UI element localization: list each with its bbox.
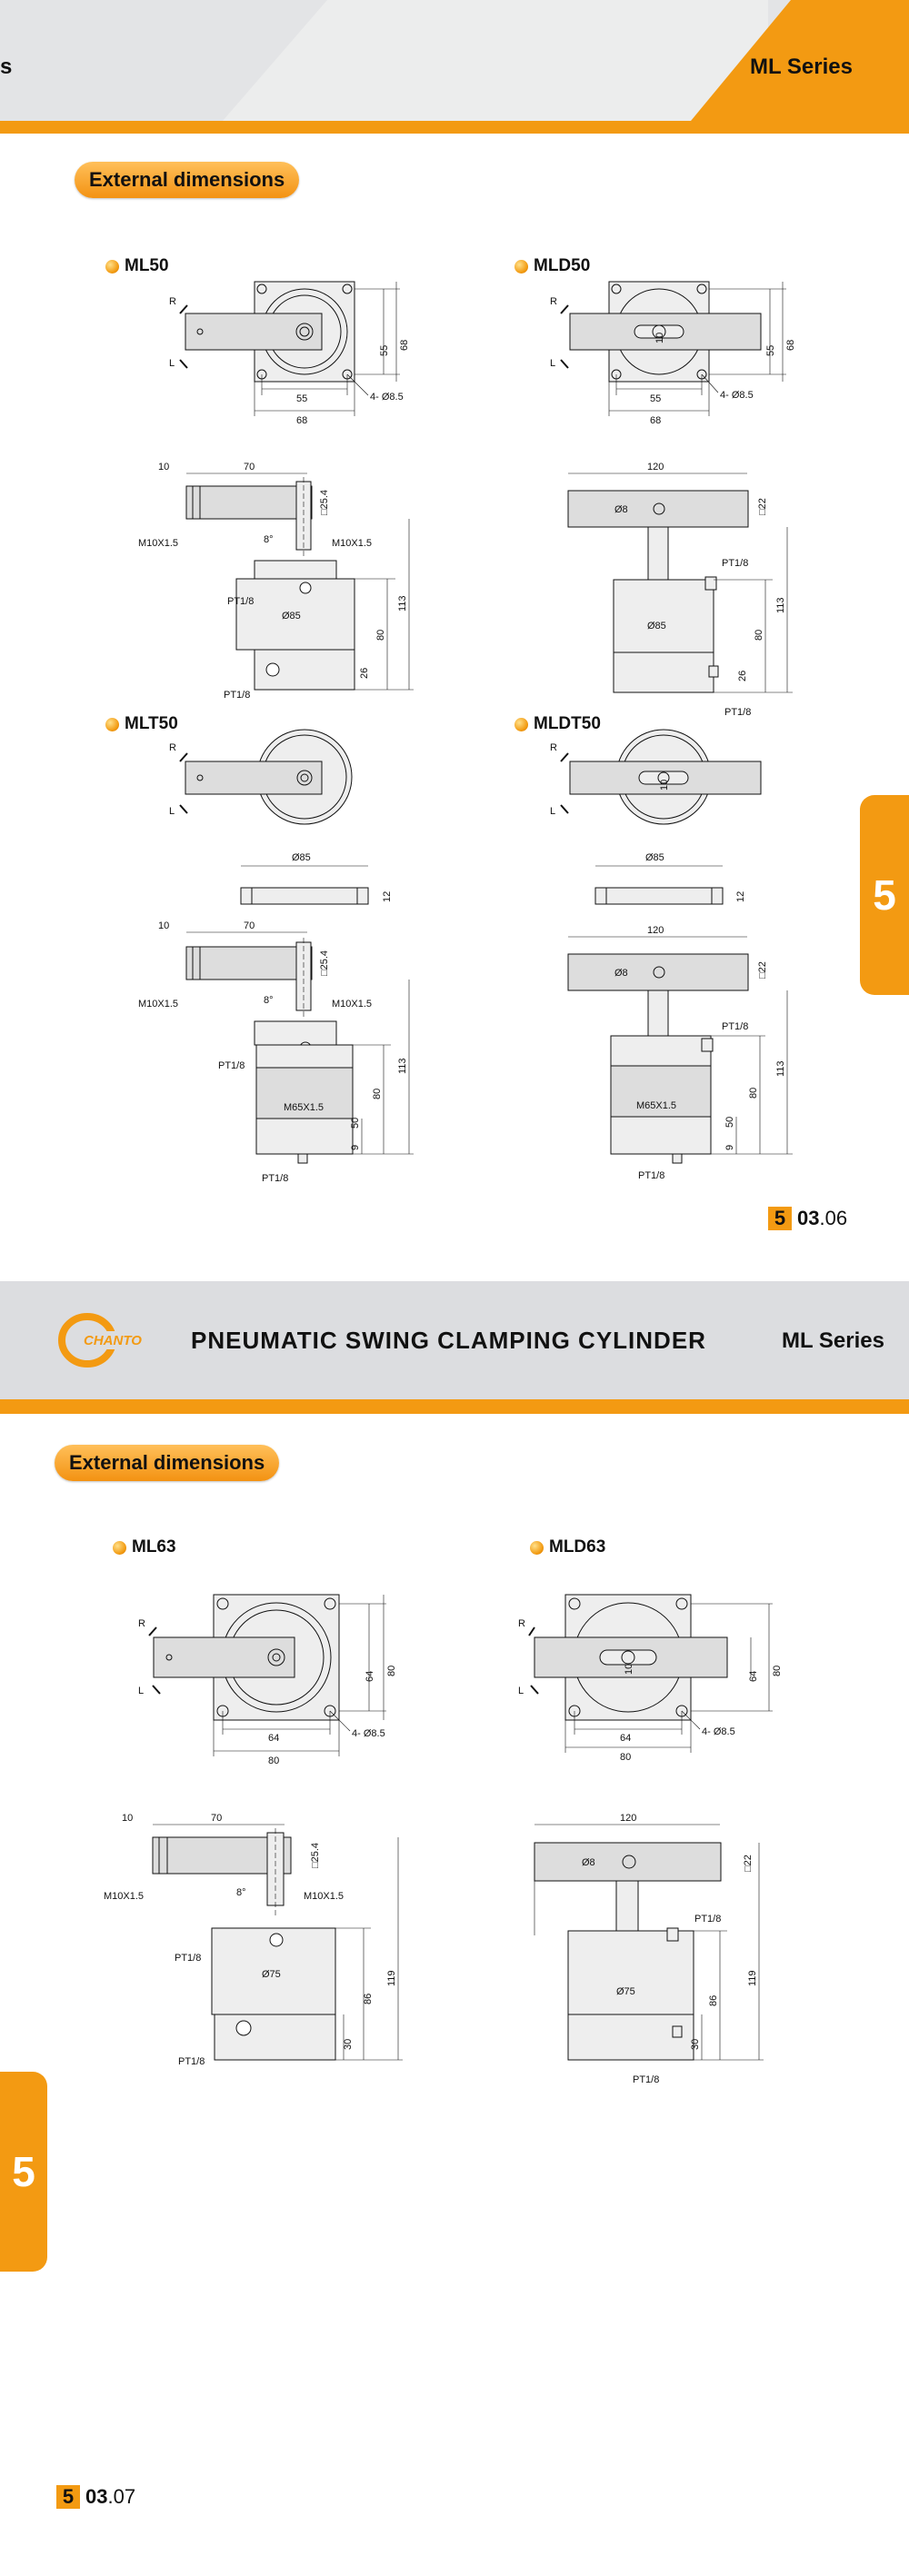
- dim-label: Ø75: [262, 1969, 281, 1980]
- mld50-top-view: [550, 273, 823, 432]
- dim-label: 80: [748, 1087, 759, 1099]
- ml63-top-view: [138, 1586, 418, 1767]
- document-title: PNEUMATIC SWING CLAMPING CYLINDER: [191, 1327, 706, 1354]
- dim-label: M10X1.5: [138, 538, 179, 549]
- dim-label: Ø8: [614, 504, 628, 515]
- dim-label: PT1/8: [724, 707, 752, 718]
- dim-label: 80: [268, 1755, 280, 1766]
- dim-label: 55: [296, 393, 308, 404]
- dim-label: □25.4: [319, 489, 330, 515]
- dim-label: 113: [775, 1060, 786, 1077]
- model-label: [113, 1537, 176, 1557]
- dim-label: M10X1.5: [104, 1891, 145, 1902]
- mlt50-flange-view: [232, 850, 414, 913]
- dim-label: 12: [735, 890, 746, 902]
- dim-label: 68: [296, 415, 308, 426]
- dim-label: 50: [724, 1116, 735, 1128]
- ml50-top-view: [169, 273, 436, 432]
- dim-label: 10: [122, 1813, 134, 1824]
- dim-label: 4- Ø8.5: [720, 390, 754, 401]
- dim-label: 120: [647, 462, 664, 472]
- bullet-icon: [105, 260, 119, 274]
- ml63-side-view: [98, 1808, 425, 2081]
- chapter-side-tab: 5: [860, 795, 909, 995]
- dim-label: 30: [343, 2038, 354, 2050]
- page-chapter-box: 5: [768, 1207, 792, 1230]
- header-light-band: [223, 0, 768, 121]
- dim-label: L: [169, 806, 175, 817]
- dim-label: L: [550, 358, 556, 369]
- dim-label: 80: [372, 1088, 383, 1099]
- dim-label: R: [169, 296, 176, 307]
- dim-label: PT1/8: [218, 1060, 245, 1071]
- dim-label: PT1/8: [224, 690, 251, 701]
- model-label: [105, 714, 178, 734]
- dim-label: Ø8: [614, 968, 628, 979]
- page-number-2: [56, 2485, 135, 2509]
- bullet-icon: [530, 1541, 544, 1555]
- dim-label: 80: [620, 1752, 632, 1763]
- mldt50-flange-view: [591, 850, 773, 913]
- bullet-icon: [105, 718, 119, 731]
- dim-label: 80: [772, 1665, 783, 1676]
- dim-label: 10: [659, 779, 670, 791]
- dim-label: PT1/8: [633, 2074, 660, 2085]
- dim-label: 9: [350, 1144, 361, 1150]
- dim-label: PT1/8: [175, 1953, 202, 1964]
- dim-label: M10X1.5: [138, 999, 179, 1010]
- dim-label: Ø8: [582, 1857, 595, 1868]
- dim-label: PT1/8: [722, 1021, 749, 1032]
- dim-label: PT1/8: [694, 1914, 722, 1925]
- dim-label: 113: [397, 1058, 408, 1074]
- dim-label: 80: [386, 1665, 397, 1676]
- bullet-icon: [514, 260, 528, 274]
- top-header: [0, 0, 909, 121]
- dim-label: 10: [654, 332, 665, 343]
- mlt50-side-view: [136, 918, 427, 1186]
- dim-label: 68: [785, 339, 796, 351]
- dim-label: □25.4: [319, 950, 330, 976]
- model-ml50: ML50: [125, 256, 169, 275]
- dim-label: 64: [268, 1733, 280, 1744]
- dim-label: R: [550, 742, 557, 753]
- dim-label: L: [518, 1686, 524, 1696]
- dim-label: 64: [620, 1733, 632, 1744]
- dim-label: 26: [359, 667, 370, 679]
- dim-label: 55: [650, 393, 662, 404]
- dim-label: 50: [350, 1117, 361, 1129]
- dim-label: 64: [365, 1670, 375, 1682]
- dim-label: 86: [363, 1993, 374, 2004]
- model-ml63: ML63: [132, 1537, 176, 1557]
- chanto-logo: [56, 1313, 175, 1368]
- dim-label: 68: [650, 415, 662, 426]
- dim-label: □25.4: [310, 1842, 321, 1868]
- logo-text: CHANTO: [84, 1333, 142, 1348]
- bullet-icon: [113, 1541, 126, 1555]
- header-left-fragment: s: [0, 55, 13, 79]
- dim-label: Ø85: [645, 852, 664, 863]
- dim-label: 80: [375, 629, 386, 641]
- dim-label: 70: [244, 462, 255, 472]
- dim-label: 64: [748, 1670, 759, 1682]
- dim-label: 113: [397, 595, 408, 612]
- dim-label: 119: [386, 1970, 397, 1986]
- model-mlt50: MLT50: [125, 714, 178, 733]
- dim-label: L: [550, 806, 556, 817]
- mldt50-side-view: [554, 922, 827, 1190]
- dim-label: 55: [765, 344, 776, 356]
- model-label: [105, 256, 169, 276]
- dim-label: 10: [158, 920, 170, 931]
- dim-label: R: [550, 296, 557, 307]
- page-number: [768, 1207, 847, 1230]
- ml50-side-view: [136, 459, 427, 704]
- dim-label: L: [169, 358, 175, 369]
- dim-label: 8°: [236, 1887, 246, 1898]
- dim-label: 4- Ø8.5: [370, 392, 404, 403]
- section-header: [0, 1281, 909, 1399]
- dim-label: Ø85: [647, 621, 666, 632]
- chapter-side-tab-left: 5: [0, 2072, 47, 2272]
- dim-label: 8°: [264, 995, 274, 1006]
- dim-label: □22: [757, 498, 768, 515]
- dim-label: 86: [708, 1994, 719, 2006]
- dim-label: 12: [382, 890, 393, 902]
- dim-label: 9: [724, 1144, 735, 1150]
- dim-label: R: [518, 1618, 525, 1629]
- bullet-icon: [514, 718, 528, 731]
- dim-label: 10: [624, 1663, 634, 1675]
- dim-label: 4- Ø8.5: [352, 1728, 385, 1739]
- mld63-side-view: [527, 1808, 818, 2090]
- dim-label: R: [138, 1618, 145, 1629]
- header-bar: [0, 121, 909, 134]
- dim-label: 55: [379, 344, 390, 356]
- dim-label: 120: [647, 925, 664, 936]
- page-main: 03: [797, 1207, 820, 1229]
- model-mldt50: MLDT50: [534, 714, 601, 733]
- model-mld50: MLD50: [534, 256, 591, 275]
- page-sub: .06: [819, 1207, 848, 1229]
- dim-label: □22: [743, 1855, 754, 1872]
- dim-label: 120: [620, 1813, 637, 1824]
- dim-label: M65X1.5: [284, 1102, 325, 1113]
- dim-label: Ø85: [282, 611, 301, 622]
- section-title-2: External dimensions: [55, 1445, 279, 1481]
- dim-label: 70: [211, 1813, 223, 1824]
- page-sub: .07: [107, 2485, 136, 2508]
- dim-label: M10X1.5: [304, 1891, 345, 1902]
- dim-label: 8°: [264, 534, 274, 545]
- header2-bar: [0, 1399, 909, 1414]
- page-chapter-box: 5: [56, 2485, 80, 2509]
- header-series: ML Series: [750, 55, 853, 79]
- dim-label: PT1/8: [227, 596, 255, 607]
- mlt50-top-view: [169, 727, 409, 827]
- dim-label: PT1/8: [262, 1173, 289, 1184]
- dim-label: 119: [747, 1970, 758, 1986]
- model-mld63: MLD63: [549, 1537, 606, 1557]
- model-label: [530, 1537, 605, 1557]
- mld63-top-view: [518, 1586, 800, 1767]
- dim-label: 26: [737, 670, 748, 681]
- dim-label: M10X1.5: [332, 999, 373, 1010]
- dim-label: Ø75: [616, 1986, 635, 1997]
- dim-label: 80: [754, 629, 764, 641]
- dim-label: R: [169, 742, 176, 753]
- dim-label: PT1/8: [722, 558, 749, 569]
- dim-label: 70: [244, 920, 255, 931]
- dim-label: □22: [757, 961, 768, 979]
- dim-label: 113: [775, 597, 786, 613]
- dim-label: M65X1.5: [636, 1100, 677, 1111]
- dim-label: M10X1.5: [332, 538, 373, 549]
- dim-label: PT1/8: [638, 1170, 665, 1181]
- header2-series: ML Series: [782, 1328, 884, 1353]
- dim-label: 4- Ø8.5: [702, 1726, 735, 1737]
- dim-label: PT1/8: [178, 2056, 205, 2067]
- page-main: 03: [85, 2485, 108, 2508]
- dim-label: 30: [690, 2038, 701, 2050]
- dim-label: 68: [399, 339, 410, 351]
- mldt50-top-view: [550, 727, 795, 827]
- section-title: External dimensions: [75, 162, 299, 198]
- dim-label: Ø85: [292, 852, 311, 863]
- dim-label: 10: [158, 462, 170, 472]
- dim-label: L: [138, 1686, 145, 1696]
- mld50-side-view: [554, 459, 827, 722]
